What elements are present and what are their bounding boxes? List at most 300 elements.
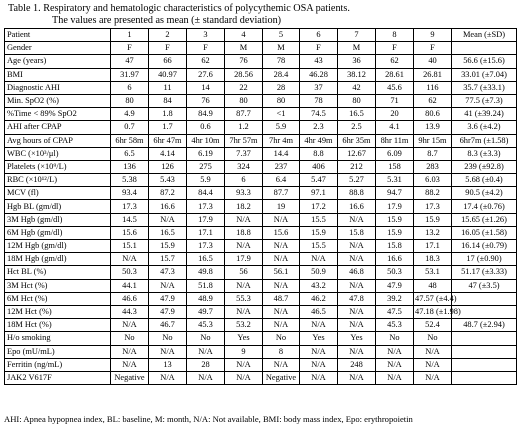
- table-cell: 45.3: [187, 319, 225, 332]
- row-label: Ferritin (ng/mL): [5, 358, 111, 371]
- table-cell: 7.37: [225, 147, 263, 160]
- table-cell: N/A: [338, 319, 376, 332]
- table-row: [5, 187, 517, 200]
- table-cell: 51.17 (±3.33): [452, 266, 517, 279]
- table-cell: N/A: [338, 305, 376, 318]
- table-cell: 28.61: [376, 68, 414, 81]
- table-cell: N/A: [111, 345, 149, 358]
- table-cell: Negative: [111, 371, 149, 384]
- table-cell: Mean (±SD): [452, 29, 517, 42]
- table-cell: 1.7: [149, 121, 187, 134]
- table-cell: 12.67: [338, 147, 376, 160]
- table-cell: 46.28: [300, 68, 338, 81]
- table-cell: 6.4: [263, 174, 300, 187]
- table-cell: N/A: [300, 253, 338, 266]
- table-row: [5, 94, 517, 107]
- table-row: [5, 240, 517, 253]
- table-cell: N/A: [376, 371, 414, 384]
- table-cell: F: [300, 42, 338, 55]
- table-cell: N/A: [263, 305, 300, 318]
- table-cell: 1: [111, 29, 149, 42]
- table-row: [5, 81, 517, 94]
- table-cell: 49.8: [187, 266, 225, 279]
- table-cell: F: [376, 42, 414, 55]
- table-cell: 4hr 10m: [187, 134, 225, 147]
- table-cell: 7hr 57m: [225, 134, 263, 147]
- table-cell: 19: [263, 200, 300, 213]
- table-row: [5, 279, 517, 292]
- row-label: Avg hours of CPAP: [5, 134, 111, 147]
- row-label: Diagnostic AHI: [5, 81, 111, 94]
- table-cell: 237: [263, 160, 300, 173]
- table-cell: 16.5: [149, 226, 187, 239]
- table-cell: 17.1: [414, 240, 452, 253]
- table-cell: 80: [263, 94, 300, 107]
- table-cell: 16.14 (±0.79): [452, 240, 517, 253]
- table-cell: 15.6: [111, 226, 149, 239]
- table-cell: 47.57 (±4.4): [414, 292, 452, 305]
- table-cell: 116: [414, 81, 452, 94]
- table-cell: 46.8: [338, 266, 376, 279]
- table-cell: 1.2: [225, 121, 263, 134]
- table-cell: 9hr 15m: [414, 134, 452, 147]
- table-cell: 15.9: [300, 226, 338, 239]
- row-label: Hgb BL (gm/dl): [5, 200, 111, 213]
- table-cell: 9: [225, 345, 263, 358]
- table-cell: 56.1: [263, 266, 300, 279]
- row-label: %Time < 89% SpO2: [5, 108, 111, 121]
- table-cell: 80: [225, 94, 263, 107]
- table-cell: 48.7: [263, 292, 300, 305]
- table-cell: 15.1: [111, 240, 149, 253]
- table-cell: 39.2: [376, 292, 414, 305]
- table-cell: 78: [300, 94, 338, 107]
- table-cell: 47.9: [149, 305, 187, 318]
- table-cell: N/A: [376, 345, 414, 358]
- table-cell: 15.9: [376, 226, 414, 239]
- table-cell: 50.3: [376, 266, 414, 279]
- table-cell: 15.5: [300, 240, 338, 253]
- row-label: Patient: [5, 29, 111, 42]
- table-cell: N/A: [338, 279, 376, 292]
- table-footnote: AHI: Apnea hypopnea index, BL: baseline, M: month, N/A: Not available, BMI: body mass index, Epo: erythropoietin: [4, 414, 413, 424]
- table-cell: [452, 292, 517, 305]
- table-cell: 4: [225, 29, 263, 42]
- table-cell: 275: [187, 160, 225, 173]
- table-cell: 48.9: [187, 292, 225, 305]
- table-cell: 80.6: [414, 108, 452, 121]
- table-cell: 17.9: [225, 253, 263, 266]
- table-cell: F: [111, 42, 149, 55]
- table-cell: 7: [338, 29, 376, 42]
- table-body: [5, 29, 517, 385]
- table-cell: 47: [111, 55, 149, 68]
- table-cell: 88.8: [338, 187, 376, 200]
- table-cell: 6hr 35m: [338, 134, 376, 147]
- table-cell: 248: [338, 358, 376, 371]
- table-cell: 15.65 (±1.26): [452, 213, 517, 226]
- table-cell: 6.09: [376, 147, 414, 160]
- table-cell: 37: [300, 81, 338, 94]
- table-cell: N/A: [111, 319, 149, 332]
- table-cell: 20: [376, 108, 414, 121]
- table-cell: 47.18 (±1.98): [414, 305, 452, 318]
- row-label: Gender: [5, 42, 111, 55]
- table-cell: 78: [263, 55, 300, 68]
- table-row: [5, 160, 517, 173]
- table-cell: 17.9: [187, 213, 225, 226]
- table-cell: 283: [414, 160, 452, 173]
- table-cell: 0.6: [187, 121, 225, 134]
- table-cell: 28.4: [263, 68, 300, 81]
- row-label: Age (years): [5, 55, 111, 68]
- table-cell: 5.43: [149, 174, 187, 187]
- table-cell: N/A: [187, 345, 225, 358]
- table-row: [5, 266, 517, 279]
- table-cell: 6: [111, 81, 149, 94]
- table-cell: 46.2: [300, 292, 338, 305]
- table-cell: N/A: [338, 371, 376, 384]
- table-cell: 84.4: [187, 187, 225, 200]
- table-row: [5, 200, 517, 213]
- table-cell: 53.2: [225, 319, 263, 332]
- table-cell: 5.9: [187, 174, 225, 187]
- table-cell: F: [187, 42, 225, 55]
- table-cell: 43.2: [300, 279, 338, 292]
- row-label: 18M Hgb (gm/dl): [5, 253, 111, 266]
- table-cell: 62: [187, 55, 225, 68]
- table-cell: 31.97: [111, 68, 149, 81]
- table-row: [5, 371, 517, 384]
- table-cell: 13.9: [414, 121, 452, 134]
- row-label: Hct BL (%): [5, 266, 111, 279]
- table-cell: Yes: [338, 332, 376, 345]
- table-cell: 17.4 (±0.76): [452, 200, 517, 213]
- table-cell: N/A: [338, 345, 376, 358]
- table-cell: N/A: [300, 319, 338, 332]
- table-cell: [452, 345, 517, 358]
- table-cell: 18.3: [414, 253, 452, 266]
- row-label: RBC (×10¹²/L): [5, 174, 111, 187]
- table-cell: 6: [300, 29, 338, 42]
- table-cell: No: [263, 332, 300, 345]
- table-cell: 13.2: [414, 226, 452, 239]
- table-cell: 27.6: [187, 68, 225, 81]
- table-cell: 4.9: [111, 108, 149, 121]
- table-cell: 47 (±3.5): [452, 279, 517, 292]
- table-cell: 8: [263, 345, 300, 358]
- table-cell: N/A: [225, 213, 263, 226]
- table-cell: 46.7: [149, 319, 187, 332]
- table-row: [5, 253, 517, 266]
- table-cell: N/A: [338, 213, 376, 226]
- table-cell: 47.9: [376, 279, 414, 292]
- table-cell: 45.3: [376, 319, 414, 332]
- table-cell: 48: [414, 279, 452, 292]
- table-cell: 15.9: [149, 240, 187, 253]
- table-cell: 16.6: [338, 200, 376, 213]
- table-cell: 4.14: [149, 147, 187, 160]
- table-cell: 9: [414, 29, 452, 42]
- table-cell: 35.7 (±33.1): [452, 81, 517, 94]
- table-cell: N/A: [187, 371, 225, 384]
- table-cell: 158: [376, 160, 414, 173]
- table-cell: N/A: [111, 253, 149, 266]
- table-cell: N/A: [111, 358, 149, 371]
- table-cell: 84.9: [187, 108, 225, 121]
- table-cell: No: [376, 332, 414, 345]
- table-cell: N/A: [263, 279, 300, 292]
- table-cell: 15.8: [376, 240, 414, 253]
- table-cell: Yes: [225, 332, 263, 345]
- table-cell: 17 (±0.90): [452, 253, 517, 266]
- table-row: [5, 55, 517, 68]
- table-cell: 22: [225, 81, 263, 94]
- table-cell: 3: [187, 29, 225, 42]
- table-cell: 47.5: [376, 305, 414, 318]
- table-cell: [452, 42, 517, 55]
- table-cell: N/A: [225, 279, 263, 292]
- row-label: 18M Hct (%): [5, 319, 111, 332]
- table-cell: 6.5: [111, 147, 149, 160]
- table-cell: 43: [300, 55, 338, 68]
- table-cell: N/A: [414, 371, 452, 384]
- table-row: [5, 134, 517, 147]
- table-cell: 6hr 47m: [149, 134, 187, 147]
- caption-line-2: The values are presented as mean (± standard deviation): [52, 15, 282, 26]
- row-label: 3M Hgb (gm/dl): [5, 213, 111, 226]
- table-cell: 11: [149, 81, 187, 94]
- table-cell: 4.1: [376, 121, 414, 134]
- table-cell: 6.19: [187, 147, 225, 160]
- row-label: 12M Hct (%): [5, 305, 111, 318]
- table-cell: 5.9: [263, 121, 300, 134]
- table-cell: 47.9: [149, 292, 187, 305]
- table-cell: M: [263, 42, 300, 55]
- table-cell: N/A: [414, 345, 452, 358]
- row-label: H/o smoking: [5, 332, 111, 345]
- table-cell: 49.7: [187, 305, 225, 318]
- table-cell: 126: [149, 160, 187, 173]
- table-cell: N/A: [149, 279, 187, 292]
- table-cell: 8.3 (±3.3): [452, 147, 517, 160]
- table-cell: 44.3: [111, 305, 149, 318]
- table-cell: [452, 371, 517, 384]
- table-cell: 44.1: [111, 279, 149, 292]
- table-cell: 51.8: [187, 279, 225, 292]
- table-cell: 6: [225, 174, 263, 187]
- table-cell: 16.6: [376, 253, 414, 266]
- table-cell: 16.05 (±1.58): [452, 226, 517, 239]
- table-cell: Yes: [300, 332, 338, 345]
- table-cell: 33.01 (±7.04): [452, 68, 517, 81]
- table-cell: 1.8: [149, 108, 187, 121]
- table-cell: N/A: [263, 240, 300, 253]
- table-cell: 13: [149, 358, 187, 371]
- table-cell: 80: [338, 94, 376, 107]
- table-cell: 17.3: [187, 240, 225, 253]
- table-cell: 47.3: [149, 266, 187, 279]
- table-cell: 28: [263, 81, 300, 94]
- table-row: [5, 29, 517, 42]
- row-label: 6M Hct (%): [5, 292, 111, 305]
- table-cell: 88.2: [414, 187, 452, 200]
- characteristics-table: [4, 28, 517, 385]
- table-cell: 97.1: [300, 187, 338, 200]
- table-cell: 53.1: [414, 266, 452, 279]
- table-cell: 3.6 (±4.2): [452, 121, 517, 134]
- table-cell: 17.3: [111, 200, 149, 213]
- table-cell: 5.38: [111, 174, 149, 187]
- table-cell: 17.1: [187, 226, 225, 239]
- table-cell: 56: [225, 266, 263, 279]
- table-cell: F: [149, 42, 187, 55]
- table-cell: 56.6 (±15.6): [452, 55, 517, 68]
- table-cell: 8.7: [414, 147, 452, 160]
- table-cell: 26.81: [414, 68, 452, 81]
- table-cell: 15.6: [263, 226, 300, 239]
- table-cell: 52.4: [414, 319, 452, 332]
- table-cell: 324: [225, 160, 263, 173]
- table-cell: 8hr 11m: [376, 134, 414, 147]
- table-cell: [452, 332, 517, 345]
- table-cell: 16.5: [338, 108, 376, 121]
- table-cell: No: [149, 332, 187, 345]
- table-cell: N/A: [225, 305, 263, 318]
- table-cell: No: [187, 332, 225, 345]
- table-cell: [452, 305, 517, 318]
- table-cell: 41 (±39.24): [452, 108, 517, 121]
- table-cell: 62: [376, 55, 414, 68]
- table-row: [5, 332, 517, 345]
- table-cell: 80: [111, 94, 149, 107]
- table-cell: 93.3: [225, 187, 263, 200]
- table-cell: 71: [376, 94, 414, 107]
- table-row: [5, 358, 517, 371]
- table-cell: 40.97: [149, 68, 187, 81]
- table-cell: N/A: [149, 371, 187, 384]
- table-cell: 74.5: [300, 108, 338, 121]
- table-row: [5, 108, 517, 121]
- table-cell: 6.03: [414, 174, 452, 187]
- table-cell: 94.7: [376, 187, 414, 200]
- table-row: [5, 174, 517, 187]
- table-cell: Negative: [263, 371, 300, 384]
- table-cell: N/A: [225, 240, 263, 253]
- table-cell: 406: [300, 160, 338, 173]
- row-label: BMI: [5, 68, 111, 81]
- row-label: JAK2 V617F: [5, 371, 111, 384]
- table-row: [5, 68, 517, 81]
- table-cell: 6hr 58m: [111, 134, 149, 147]
- table-cell: N/A: [263, 213, 300, 226]
- table-cell: M: [225, 42, 263, 55]
- table-cell: 40: [414, 55, 452, 68]
- row-label: AHI after CPAP: [5, 121, 111, 134]
- row-label: Platelets (×10⁹/L): [5, 160, 111, 173]
- table-cell: 93.4: [111, 187, 149, 200]
- row-label: Min. SpO2 (%): [5, 94, 111, 107]
- table-cell: N/A: [376, 358, 414, 371]
- table-row: [5, 147, 517, 160]
- table-cell: 239 (±92.8): [452, 160, 517, 173]
- table-cell: F: [414, 42, 452, 55]
- table-cell: 15.9: [414, 213, 452, 226]
- table-cell: 17.9: [376, 200, 414, 213]
- table-cell: 84: [149, 94, 187, 107]
- table-cell: No: [414, 332, 452, 345]
- table-cell: N/A: [300, 371, 338, 384]
- table-cell: 76: [187, 94, 225, 107]
- table-cell: 5.47: [300, 174, 338, 187]
- table-row: [5, 292, 517, 305]
- table-cell: 55.3: [225, 292, 263, 305]
- table-row: [5, 319, 517, 332]
- table-cell: 42: [338, 81, 376, 94]
- table-cell: 212: [338, 160, 376, 173]
- table-cell: N/A: [149, 213, 187, 226]
- table-cell: 45.6: [376, 81, 414, 94]
- table-cell: N/A: [225, 371, 263, 384]
- row-label: 12M Hgb (gm/dl): [5, 240, 111, 253]
- table-cell: 28: [187, 358, 225, 371]
- row-label: WBC (×10³/μl): [5, 147, 111, 160]
- table-cell: 8: [376, 29, 414, 42]
- table-cell: No: [111, 332, 149, 345]
- table-cell: N/A: [225, 358, 263, 371]
- table-row: [5, 213, 517, 226]
- table-cell: 4hr 49m: [300, 134, 338, 147]
- table-cell: 8.8: [300, 147, 338, 160]
- table-cell: 5.68 (±0.4): [452, 174, 517, 187]
- table-cell: 87.7: [225, 108, 263, 121]
- table-cell: N/A: [338, 240, 376, 253]
- table-cell: N/A: [300, 345, 338, 358]
- table-cell: 47.8: [338, 292, 376, 305]
- table-row: [5, 42, 517, 55]
- table-cell: 2: [149, 29, 187, 42]
- table-row: [5, 121, 517, 134]
- table-cell: 0.7: [111, 121, 149, 134]
- table-cell: 18.2: [225, 200, 263, 213]
- table-cell: [452, 358, 517, 371]
- table-cell: 15.9: [376, 213, 414, 226]
- table-cell: M: [338, 42, 376, 55]
- table-cell: 46.6: [111, 292, 149, 305]
- table-cell: N/A: [263, 358, 300, 371]
- table-cell: N/A: [338, 253, 376, 266]
- table-cell: 87.2: [149, 187, 187, 200]
- row-label: 6M Hgb (gm/dl): [5, 226, 111, 239]
- row-label: 3M Hct (%): [5, 279, 111, 292]
- table-cell: 38.12: [338, 68, 376, 81]
- table-cell: N/A: [263, 319, 300, 332]
- table-row: [5, 226, 517, 239]
- table-cell: 136: [111, 160, 149, 173]
- table-cell: 48.7 (±2.94): [452, 319, 517, 332]
- table-cell: 5.27: [338, 174, 376, 187]
- table-cell: 46.5: [300, 305, 338, 318]
- table-cell: 36: [338, 55, 376, 68]
- table-cell: 50.9: [300, 266, 338, 279]
- table-cell: N/A: [263, 253, 300, 266]
- table-cell: <1: [263, 108, 300, 121]
- table-cell: 28.56: [225, 68, 263, 81]
- caption-line-1: Table 1. Respiratory and hematologic characteristics of polycythemic OSA patients.: [8, 3, 350, 14]
- table-cell: 76: [225, 55, 263, 68]
- table-cell: 62: [414, 94, 452, 107]
- table-cell: 14.4: [263, 147, 300, 160]
